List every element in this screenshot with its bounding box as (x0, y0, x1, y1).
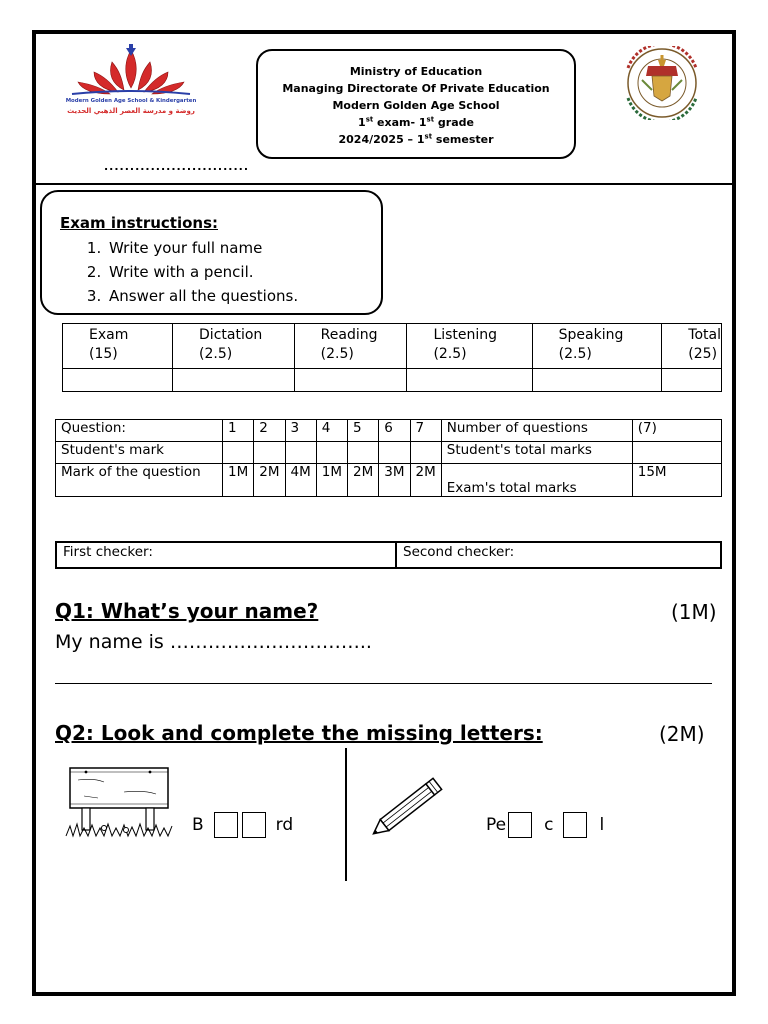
question-mark: 4M (285, 464, 316, 497)
header-line-directorate: Managing Directorate Of Private Education (282, 82, 550, 95)
number-of-questions-label: Number of questions (441, 420, 632, 442)
score-input-listening[interactable] (407, 369, 532, 392)
student-mark-label: Student's mark (56, 442, 223, 464)
instruction-item: 2. Write with a pencil. (106, 260, 381, 284)
score-cell-total: Total (25) (662, 324, 722, 369)
question-number: 4 (316, 420, 347, 442)
header-line-exam: 1st exam- 1st grade (358, 115, 474, 129)
word2-start: Pe (486, 815, 507, 835)
letter-box[interactable] (508, 812, 532, 838)
question-label: Question: (56, 420, 223, 442)
question-mark: 2M (348, 464, 379, 497)
word2-mid: c (544, 815, 554, 835)
score-input-speaking[interactable] (532, 369, 662, 392)
word1-end: rd (275, 815, 294, 835)
q2-mark: (2M) (659, 722, 705, 746)
name-dots: ............................ (104, 160, 250, 173)
question-mark: 2M (254, 464, 285, 497)
student-mark-cell[interactable] (379, 442, 410, 464)
question-mark: 2M (410, 464, 441, 497)
score-cell-dictation: Dictation (2.5) (173, 324, 295, 369)
instructions-title: Exam instructions: (60, 214, 219, 232)
word2-end: l (599, 815, 605, 835)
page-border-inner (35, 33, 733, 993)
q1-rule (55, 683, 712, 684)
exam-total-value: 15M (632, 464, 721, 497)
svg-text:روضة و مدرسة العصر الذهبي الحد: روضة و مدرسة العصر الذهبي الحديث (67, 107, 195, 115)
letter-box[interactable] (214, 812, 238, 838)
question-mark: 3M (379, 464, 410, 497)
question-number: 1 (223, 420, 254, 442)
number-of-questions-value: (7) (632, 420, 721, 442)
checker-table (55, 541, 722, 569)
exam-total-label: Exam's total marks (441, 464, 632, 497)
score-input-reading[interactable] (294, 369, 407, 392)
q2-divider (345, 748, 347, 881)
q2-word-pencil (486, 812, 604, 838)
header-box (256, 49, 576, 159)
second-checker[interactable]: Second checker: (396, 542, 721, 568)
word1-start: B (192, 815, 204, 835)
q2-title: Q2: Look and complete the missing letters: (55, 721, 543, 745)
student-mark-cell[interactable] (348, 442, 379, 464)
q1-title: Q1: What’s your name? (55, 599, 319, 623)
header-line-school: Modern Golden Age School (332, 99, 500, 112)
score-cell-reading: Reading (2.5) (294, 324, 407, 369)
score-cell-listening: Listening (2.5) (407, 324, 532, 369)
q1-answer-line[interactable]: My name is ………………………….. (55, 631, 372, 653)
header-line-ministry: Ministry of Education (349, 65, 483, 78)
letter-box[interactable] (242, 812, 266, 838)
instructions-list (60, 236, 381, 308)
student-mark-cell[interactable] (316, 442, 347, 464)
score-input-exam[interactable] (63, 369, 173, 392)
score-cell-speaking: Speaking (2.5) (532, 324, 662, 369)
question-number: 5 (348, 420, 379, 442)
school-logo (62, 42, 200, 124)
question-mark: 1M (223, 464, 254, 497)
header-line-year: 2024/2025 – 1st semester (338, 132, 494, 146)
instructions-box (40, 190, 383, 315)
score-cell-exam: Exam (15) (63, 324, 173, 369)
q1-mark: (1M) (671, 600, 717, 624)
q2-word-board (192, 812, 293, 838)
student-mark-cell[interactable] (254, 442, 285, 464)
score-input-dictation[interactable] (173, 369, 295, 392)
question-number: 3 (285, 420, 316, 442)
question-number: 6 (379, 420, 410, 442)
score-table (62, 323, 722, 392)
student-total-cell[interactable] (632, 442, 721, 464)
question-mark: 1M (316, 464, 347, 497)
question-table (55, 419, 722, 497)
student-mark-cell[interactable] (285, 442, 316, 464)
question-mark-label: Mark of the question (56, 464, 223, 497)
student-total-label: Student's total marks (441, 442, 632, 464)
ministry-emblem (614, 46, 710, 120)
question-number: 7 (410, 420, 441, 442)
pencil-image (365, 772, 451, 844)
score-input-total[interactable] (662, 369, 722, 392)
instruction-item: 3. Answer all the questions. (106, 284, 381, 308)
question-number: 2 (254, 420, 285, 442)
first-checker[interactable]: First checker: (56, 542, 396, 568)
letter-box[interactable] (563, 812, 587, 838)
board-image (64, 762, 174, 844)
header-rule (35, 183, 733, 185)
svg-text:Modern Golden Age School & Kin: Modern Golden Age School & Kindergarten (65, 98, 197, 104)
student-mark-cell[interactable] (223, 442, 254, 464)
instruction-item: 1. Write your full name (106, 236, 381, 260)
student-mark-cell[interactable] (410, 442, 441, 464)
